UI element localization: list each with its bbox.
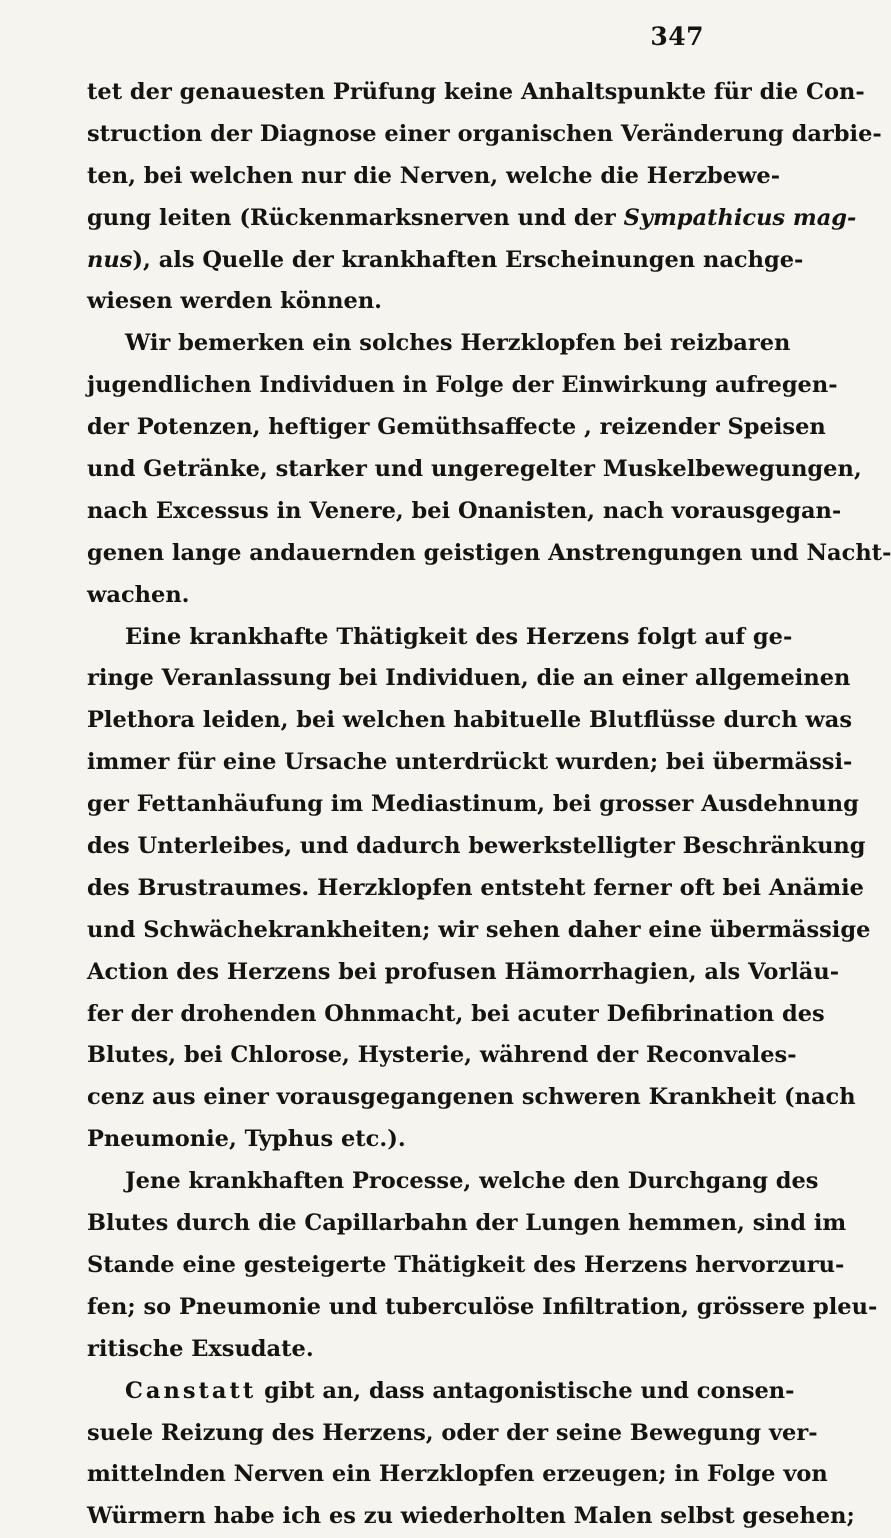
text-line xyxy=(87,575,709,617)
text-segment: des Unterleibes, und dadurch bewerkstelligter Beschränkung xyxy=(87,833,866,860)
text-line xyxy=(87,533,891,575)
text-segment: Würmern habe ich es zu wiederholten Malen selbst gesehen; xyxy=(87,1503,855,1530)
text-segment: nach Excessus in Venere, bei Onanisten, nach vorausgegan- xyxy=(87,497,842,524)
text-line xyxy=(87,1077,856,1119)
text-segment: cenz aus einer vorausgegangenen schweren Krankheit (nach xyxy=(87,1084,856,1111)
text-line xyxy=(87,1245,845,1287)
text-line xyxy=(87,1161,819,1203)
text-line xyxy=(87,198,857,240)
page-number: 347 xyxy=(650,22,704,51)
text-line xyxy=(87,1329,709,1371)
text-line xyxy=(87,1035,797,1077)
text-segment: Blutes, bei Chlorose, Hysterie, während der Reconvales- xyxy=(87,1042,797,1069)
text-line xyxy=(87,323,791,365)
text-line xyxy=(87,281,709,323)
text-line xyxy=(87,114,882,156)
text-segment: ritische Exsudate. xyxy=(87,1335,314,1362)
text-segment: fer der drohenden Ohnmacht, bei acuter Defibrination des xyxy=(87,1000,825,1027)
text-line xyxy=(87,910,871,952)
text-line xyxy=(87,994,825,1036)
italic-term: Sympathicus mag- xyxy=(623,204,857,231)
text-segment: ), als Quelle der krankhaften Erscheinungen nachge- xyxy=(132,246,804,273)
text-line xyxy=(87,1287,878,1329)
text-segment: Wir bemerken ein solches Herzklopfen bei reizbaren xyxy=(125,330,791,357)
text-line xyxy=(87,742,853,784)
text-line xyxy=(87,407,826,449)
text-segment: Stande eine gesteigerte Thätigkeit des Herzens hervorzuru- xyxy=(87,1251,845,1278)
text-segment: ger Fettanhäufung im Mediastinum, bei grosser Ausdehnung xyxy=(87,791,859,818)
italic-term: nus xyxy=(87,246,133,273)
text-line xyxy=(87,700,853,742)
text-line xyxy=(87,868,864,910)
text-segment: Plethora leiden, bei welchen habituelle Blutflüsse durch was xyxy=(87,707,853,734)
text-line xyxy=(87,156,781,198)
text-segment: gibt an, dass antagonistische und consen- xyxy=(256,1377,795,1404)
text-segment: mittelnden Nerven ein Herzklopfen erzeugen; in Folge von xyxy=(87,1461,828,1488)
text-segment: und Getränke, starker und ungeregelter Muskelbewegungen, xyxy=(87,456,862,483)
text-segment: struction der Diagnose einer organischen Veränderung darbie- xyxy=(87,120,882,147)
text-line xyxy=(87,658,851,700)
text-segment: jugendlichen Individuen in Folge der Einwirkung aufregen- xyxy=(87,372,838,399)
text-segment: tet der genauesten Prüfung keine Anhaltspunkte für die Con- xyxy=(87,79,865,105)
text-line xyxy=(87,1371,795,1413)
text-segment: und Schwächekrankheiten; wir sehen daher eine übermässige xyxy=(87,916,871,943)
text-segment: ringe Veranlassung bei Individuen, die an einer allgemeinen xyxy=(87,665,851,692)
text-line xyxy=(87,826,866,868)
text-line xyxy=(87,617,793,659)
text-line xyxy=(87,1496,855,1538)
text-line xyxy=(87,784,859,826)
text-segment: wiesen werden können. xyxy=(87,288,383,315)
text-line xyxy=(87,1413,818,1455)
text-segment: des Brustraumes. Herzklopfen entsteht ferner oft bei Anämie xyxy=(87,874,864,901)
text-line xyxy=(87,1203,847,1245)
body-text xyxy=(87,72,891,1538)
text-segment: wachen. xyxy=(87,581,190,608)
text-segment: suele Reizung des Herzens, oder der seine Bewegung ver- xyxy=(87,1419,818,1446)
text-segment: genen lange andauernden geistigen Anstrengungen und Nacht- xyxy=(87,539,891,566)
text-line xyxy=(87,72,865,114)
text-line xyxy=(87,491,842,533)
text-segment: Action des Herzens bei profusen Hämorrhagien, als Vorläu- xyxy=(87,958,840,985)
text-line xyxy=(87,449,862,491)
text-line xyxy=(87,952,840,994)
text-segment: Eine krankhafte Thätigkeit des Herzens folgt auf ge- xyxy=(125,623,793,650)
text-line xyxy=(87,240,804,282)
text-segment: gung leiten (Rückenmarksnerven und der xyxy=(87,204,624,231)
text-segment: fen; so Pneumonie und tuberculöse Infiltration, grössere pleu- xyxy=(87,1293,878,1320)
text-segment: Blutes durch die Capillarbahn der Lungen hemmen, sind im xyxy=(87,1210,847,1237)
text-line xyxy=(87,1119,709,1161)
text-segment: ten, bei welchen nur die Nerven, welche die Herzbewe- xyxy=(87,162,781,189)
author-name: Canstatt xyxy=(125,1377,257,1404)
text-segment: Pneumonie, Typhus etc.). xyxy=(87,1126,406,1153)
text-segment: Jene krankhaften Processe, welche den Durchgang des xyxy=(125,1168,819,1195)
text-segment: immer für eine Ursache unterdrückt wurden; bei übermässi- xyxy=(87,749,853,776)
text-line xyxy=(87,1454,828,1496)
text-segment: der Potenzen, heftiger Gemüthsaffecte , reizender Speisen xyxy=(87,414,826,441)
text-line xyxy=(87,365,838,407)
